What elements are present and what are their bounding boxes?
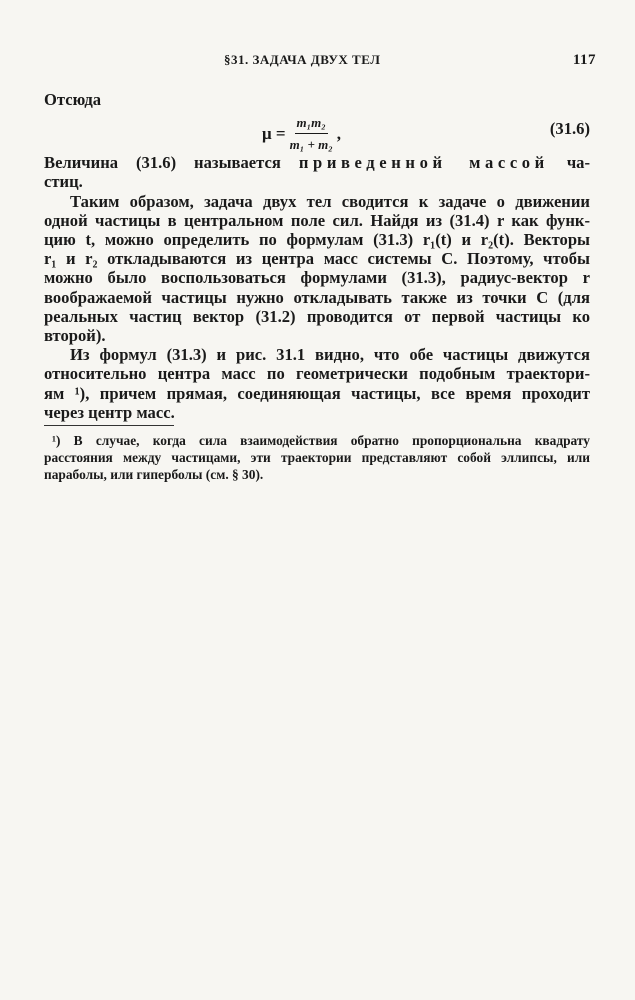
equation-number: (31.6) (549, 119, 590, 139)
footnote-line: параболы, или гиперболы (см. § 30). (44, 467, 264, 482)
page-number: 117 (572, 52, 596, 68)
paragraph3-line: реальных частиц вектор (31.2) проводится от первой частицы ко (44, 306, 590, 326)
paragraph3-line: r₁ и r₂ откладываются из центра масс системы C. Поэтому, чтобы (44, 249, 590, 269)
paragraph3-line: Таким образом, задача двух тел сводится к задаче о движении (70, 191, 590, 211)
footnote-line: расстояния между частицами, эти траектории представляют собой эллипсы, или (44, 450, 590, 465)
paragraph3-line: цию t, можно определить по формулам (31.3) r₁(t) и r₂(t). Векторы (44, 230, 590, 250)
footnote-line: ¹) В случае, когда сила взаимодействия обратно пропорциональна квадрату (52, 433, 590, 448)
paragraph4-line: ям ¹), причем прямая, соединяющая частицы, все время проходит (44, 383, 590, 403)
paragraph3-line: одной частицы в центральном поле сил. Найдя из (31.4) r как функ- (44, 210, 590, 230)
paragraph3-line: второй). (44, 326, 106, 346)
p2-text-c: ча- (566, 153, 590, 173)
formula-denominator: m₁ + m₂ (289, 137, 333, 153)
formula-fraction (290, 113, 333, 154)
paragraph3-line: воображаемой частицы нужно откладывать также из точки C (для (44, 287, 590, 307)
footnote (44, 432, 590, 483)
paragraph3-line: можно было воспользоваться формулами (31.3), радиус-вектор r (44, 268, 590, 288)
p2-spaced-term: приведенной массой (298, 153, 549, 173)
p2-text-a: Величина (31.6) называется (44, 153, 281, 173)
section-title: §31. ЗАДАЧА ДВУХ ТЕЛ (224, 52, 381, 67)
reduced-mass-formula (262, 113, 341, 154)
formula-numerator: m₁m₂ (295, 113, 328, 134)
paragraph4-line: через центр масс. (44, 402, 175, 422)
paragraph4-line: Из формул (31.3) и рис. 31.1 видно, что обе частицы движутся (70, 345, 590, 365)
paragraph4-line: относительно центра масс по геометрически подобным траектори- (44, 364, 590, 384)
formula-lhs: μ = (262, 124, 286, 144)
footnote-divider (44, 425, 174, 426)
paragraph2-line1 (44, 153, 590, 172)
main-text (44, 90, 590, 422)
formula-31-6 (44, 109, 590, 153)
intro-line: Отсюда (44, 90, 102, 109)
paragraph2-line2: стиц. (44, 172, 83, 192)
formula-comma: , (336, 124, 342, 144)
